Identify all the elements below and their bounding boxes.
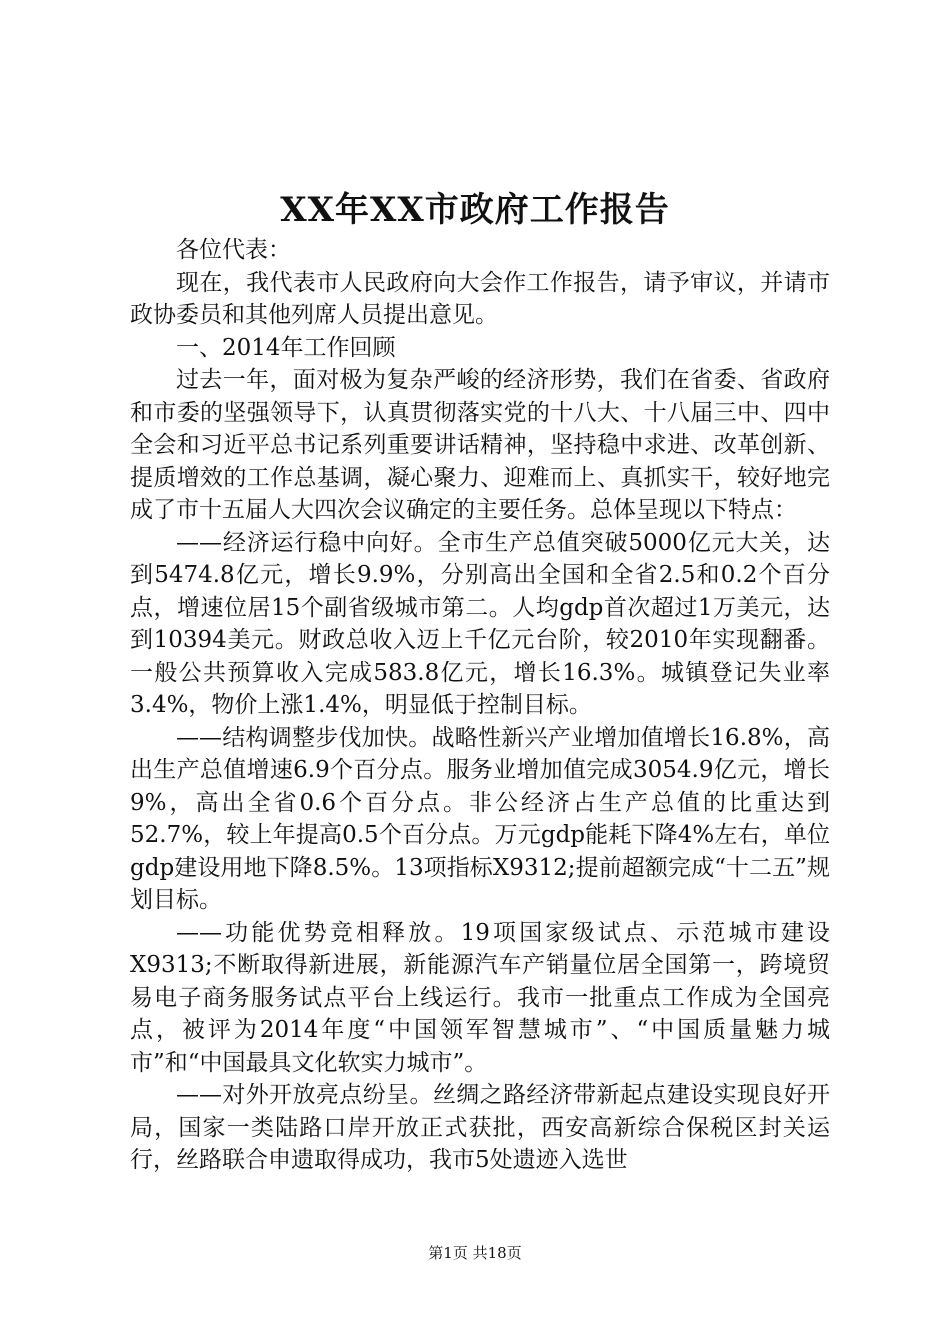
intro-paragraph: 现在，我代表市人民政府向大会作工作报告，请予审议，并请市政协委员和其他列席人员提出意见。 (130, 269, 830, 328)
document-body (130, 234, 830, 1177)
function-paragraph: ——功能优势竞相释放。19项国家级试点、示范城市建设X9313;不断取得新进展，新能源汽车产销量位居全国第一，跨境贸易电子商务服务试点平台上线运行。我市一批重点工作成为全国亮点，被评为2014年度“中国领军智慧城市”、“中国质量魅力城市”和“中国最具文化软实力城市”。 (130, 919, 830, 1076)
section-heading: 一、2014年工作回顾 (176, 334, 396, 361)
review-paragraph: 过去一年，面对极为复杂严峻的经济形势，我们在省委、省政府和市委的坚强领导下，认真贯彻落实党的十八大、十八届三中、四中全会和习近平总书记系列重要讲话精神，坚持稳中求进、改革创新、提质增效的工作总基调，凝心聚力、迎难而上、真抓实干，较好地完成了市十五届人大四次会议确定的主要任务。总体呈现以下特点： (130, 367, 830, 523)
document-title: XX年XX市政府工作报告 (280, 190, 670, 230)
opening-paragraph: ——对外开放亮点纷呈。丝绸之路经济带新起点建设实现良好开局，国家一类陆路口岸开放正式获批，西安高新综合保税区封关运行，丝路联合申遗取得成功，我市5处遗迹入选世 (130, 1082, 830, 1173)
salutation-paragraph: 各位代表： (176, 237, 291, 263)
structure-paragraph: ——结构调整步伐加快。战略性新兴产业增加值增长16.8%，高出生产总值增速6.9个百分点。服务业增加值完成3054.9亿元，增长9%，高出全省0.6个百分点。非公经济占生产总值的比重达到52.7%，较上年提高0.5个百分点。万元gdp能耗下降4%左右，单位gdp建设用地下降8.5%。13项指标X9312;提前超额完成“十二五”规划目标。 (130, 724, 830, 913)
page-number-footer: 第1页 共18页 (428, 1244, 522, 1262)
economy-paragraph: ——经济运行稳中向好。全市生产总值突破5000亿元大关，达到5474.8亿元，增长9.9%，分别高出全国和全省2.5和0.2个百分点，增速位居15个副省级城市第二。人均gdp首次超过1万美元，达到10394美元。财政总收入迈上千亿元台阶，较2010年实现翻番。一般公共预算收入完成583.8亿元，增长16.3%。城镇登记失业率3.4%，物价上涨1.4%，明显低于控制目标。 (130, 529, 830, 718)
